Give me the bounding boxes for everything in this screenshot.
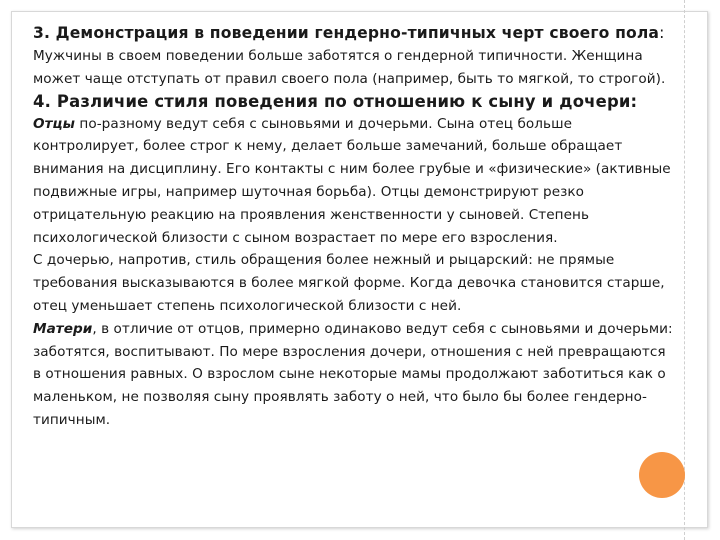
fathers-paragraph (33, 113, 673, 250)
mothers-text: , в отличие от отцов, примерно одинаково ведут себя с сыновьями и дочерьми: заботятся, воспитывают. По мере взросления дочери, отношения с ней превращаются в отношения равных. О взрослом сыне некоторые мамы продолжают заботиться как о маленьком, не позволяя сыну проявлять заботу о ней, что было бы более гендерно-типичным. (33, 320, 673, 428)
section-3-title: 3. Демонстрация в поведении гендерно-типичных черт своего пола (33, 24, 660, 42)
slide-content (33, 22, 673, 432)
mothers-paragraph (33, 318, 673, 432)
section-3-colon: : (659, 24, 665, 42)
daughter-paragraph: С дочерью, напротив, стиль обращения более нежный и рыцарский: не прямые требования высказываются в более мягкой форме. Когда девочка становится старше, отец уменьшает степень психологической близости с ней. (33, 252, 665, 314)
decorative-vertical-line (684, 0, 685, 540)
section-3-heading (33, 22, 673, 45)
decorative-orange-circle (639, 452, 685, 498)
section-3-paragraph: Мужчины в своем поведении больше заботятся о гендерной типичности. Женщина может чаще отступать от правил своего пола (например, быть то мягкой, то строгой). (33, 48, 666, 87)
section-4-heading: 4. Различие стиля поведения по отношению к сыну и дочери: (33, 91, 638, 111)
fathers-lead: Отцы (33, 115, 76, 132)
mothers-lead: Матери (33, 320, 93, 337)
fathers-text: по-разному ведут себя с сыновьями и дочерьми. Сына отец больше контролирует, более строг к нему, делает больше замечаний, больше обращает внимания на дисциплину. Его контакты с ним более грубые и «физические» (активные подвижные игры, например шуточная борьба). Отцы демонстрируют резко отрицательную реакцию на проявления женственности у сыновей. Степень психологической близости с сыном возрастает по мере его взросления. (33, 115, 671, 246)
